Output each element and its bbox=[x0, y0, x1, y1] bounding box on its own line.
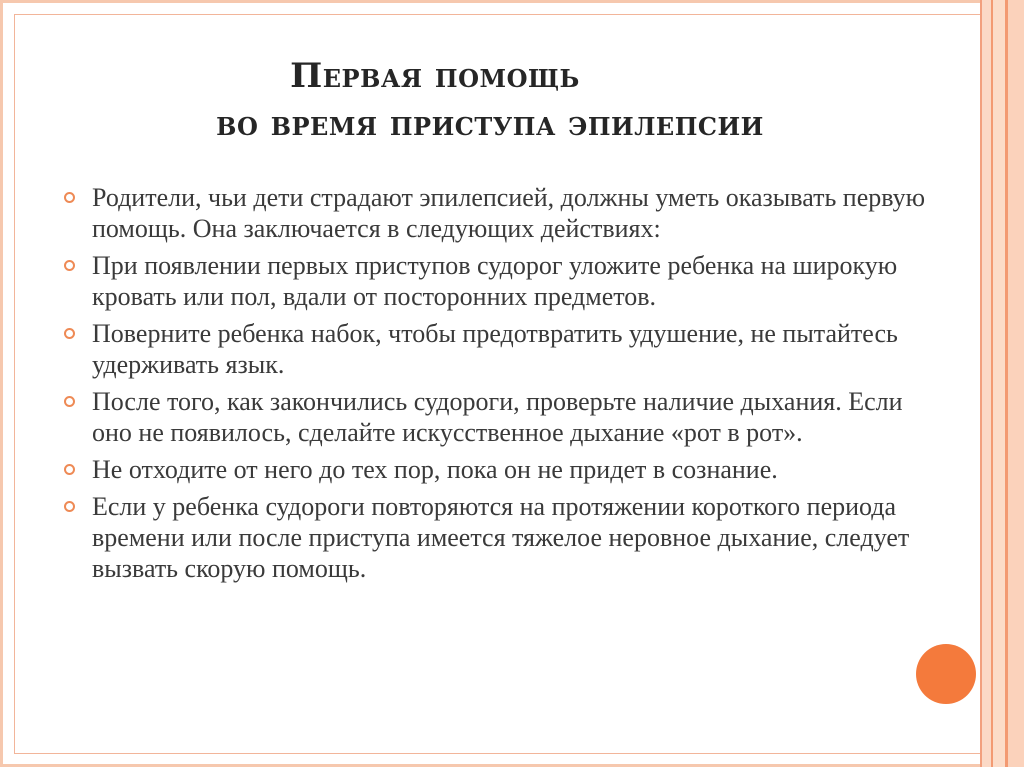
title-line-2: во время приступа эпилепсии bbox=[216, 104, 764, 144]
bullet-text: Если у ребенка судороги повторяются на протяжении короткого периода времени или после приступа имеется тяжелое неровное дыхание, следует вызвать скорую помощь. bbox=[92, 492, 910, 583]
hollow-circle-bullet-icon bbox=[64, 328, 75, 339]
list-item bbox=[62, 182, 942, 244]
bullet-text: При появлении первых приступов судорог уложите ребенка на широкую кровать или пол, вдали от посторонних предметов. bbox=[92, 251, 898, 311]
bullet-text: Родители, чьи дети страдают эпилепсией, должны уметь оказывать первую помощь. Она заключается в следующих действиях: bbox=[92, 183, 926, 243]
frame-top-border bbox=[0, 0, 990, 3]
bullet-text: После того, как закончились судороги, проверьте наличие дыхания. Если оно не появилось, сделайте искусственное дыхание «рот в рот». bbox=[92, 387, 903, 447]
frame-left-line bbox=[14, 14, 15, 754]
list-item bbox=[62, 250, 942, 312]
hollow-circle-bullet-icon bbox=[64, 192, 75, 203]
list-item bbox=[62, 491, 942, 584]
bullet-text: Поверните ребенка набок, чтобы предотвратить удушение, не пытайтесь удерживать язык. bbox=[92, 319, 898, 379]
decorative-orange-circle bbox=[916, 644, 976, 704]
bullet-list bbox=[62, 182, 942, 590]
hollow-circle-bullet-icon bbox=[64, 501, 75, 512]
right-stripe bbox=[993, 0, 1005, 767]
frame-bottom-line bbox=[14, 753, 980, 754]
right-stripe bbox=[1008, 0, 1024, 767]
hollow-circle-bullet-icon bbox=[64, 260, 75, 271]
list-item bbox=[62, 318, 942, 380]
hollow-circle-bullet-icon bbox=[64, 464, 75, 475]
right-stripe bbox=[982, 0, 991, 767]
list-item bbox=[62, 386, 942, 448]
frame-top-line bbox=[14, 14, 980, 15]
hollow-circle-bullet-icon bbox=[64, 396, 75, 407]
title-line-1: Первая помощь bbox=[290, 56, 580, 96]
slide-title bbox=[90, 52, 890, 148]
frame-left-border bbox=[0, 0, 3, 767]
list-item bbox=[62, 454, 942, 485]
bullet-text: Не отходите от него до тех пор, пока он не придет в сознание. bbox=[92, 455, 778, 484]
